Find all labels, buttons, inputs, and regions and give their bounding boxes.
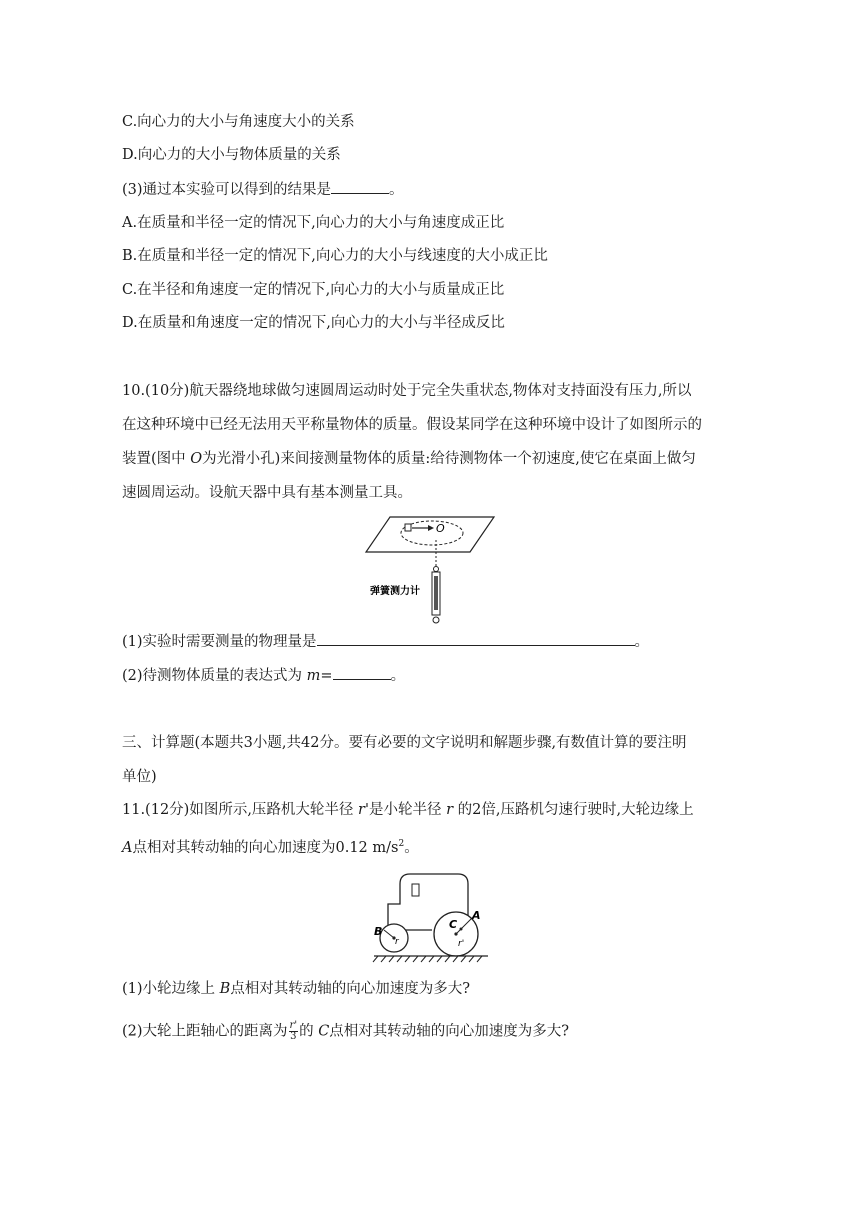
- q11-sub1: [122, 979, 470, 999]
- q11-sup-2: 2: [398, 839, 405, 849]
- q11-sub2-post: 点相对其转动轴的向心加速度为多大?: [329, 1023, 570, 1040]
- q9-sub3-option-c: C.在半径和角速度一定的情况下,向心力的大小与质量成正比: [122, 282, 505, 298]
- q10-sub2-eq: =: [320, 668, 333, 684]
- q10-line-3: [122, 449, 696, 469]
- q11-line-2-text: 点相对其转动轴的向心加速度为0.12 m/s: [132, 839, 399, 856]
- q9-sub3-option-b: B.在质量和半径一定的情况下,向心力的大小与线速度的大小成正比: [122, 248, 548, 264]
- q10-sub1-text: (1)实验时需要测量的物理量是: [122, 634, 317, 650]
- q10-sub2-period: 。: [390, 668, 406, 684]
- fraction-r-prime-over-3: [289, 1021, 299, 1042]
- q11-line-1-mid: 是小轮半径: [368, 802, 447, 818]
- q11-sub2-point-c: C: [318, 1023, 330, 1040]
- section-3-heading: 三、计算题(本题共3小题,共42分。要有必要的文字说明和解题步骤,有数值计算的要注明: [122, 735, 687, 751]
- q11-var-r: r: [446, 802, 454, 818]
- q11-line-1-pre: 11.(12分)如图所示,压路机大轮半径: [122, 802, 359, 818]
- test-object: [405, 524, 411, 531]
- q11-sub1-post: 点相对其转动轴的向心加速度为多大?: [230, 981, 471, 997]
- q10-sub2-var-m: m: [306, 668, 321, 684]
- q10-line-3-post: 为光滑小孔)来间接测量物体的质量:给待测物体一个初速度,使它在桌面上做匀: [202, 451, 696, 467]
- ground-hatching: [373, 956, 482, 962]
- label-r-small: r: [395, 937, 399, 947]
- label-b: B: [374, 925, 383, 938]
- cab-window: [412, 884, 419, 896]
- spring-scale-label: 弹簧测力计: [370, 586, 420, 597]
- q10-sub2: [122, 665, 405, 686]
- q9-sub3-option-a: A.在质量和半径一定的情况下,向心力的大小与角速度成正比: [122, 215, 505, 231]
- q10-line-1: 10.(10分)航天器绕地球做匀速圆周运动时处于完全失重状态,物体对支持面没有压力,所以: [122, 383, 692, 399]
- q11-line-2: [122, 834, 419, 858]
- scale-bottom-ring: [433, 617, 439, 623]
- q9-sub3-stem: [122, 179, 404, 200]
- table-surface: [366, 517, 494, 552]
- q10-line-2: 在这种环境中已经无法用天平称量物体的质量。假设某同学在这种环境中设计了如图所示的: [122, 417, 702, 433]
- q11-var-r-prime: r': [358, 802, 369, 818]
- q11-sub1-point-b: B: [219, 981, 231, 997]
- q11-line-1-post: 的2倍,压路机匀速行驶时,大轮边缘上: [453, 802, 694, 818]
- q11-line-1: [122, 800, 694, 820]
- q10-point-o: O: [190, 451, 203, 467]
- q11-sub2-pre: (2)大轮上距轴心的距离为: [122, 1023, 288, 1040]
- q11-point-a: A: [122, 839, 133, 856]
- answer-blank[interactable]: [333, 665, 391, 680]
- q10-sub1: [122, 631, 649, 652]
- q10-line-3-pre: 装置(图中: [122, 451, 191, 467]
- q11-sub2: [122, 1021, 569, 1042]
- fraction-denominator: 3: [290, 1031, 297, 1042]
- scale-hook: [434, 567, 439, 572]
- figure-point-o: O: [436, 522, 445, 535]
- q9-option-d: D.向心力的大小与物体质量的关系: [122, 147, 341, 163]
- spring-scale-inner: [434, 576, 438, 610]
- q10-sub2-text: (2)待测物体质量的表达式为: [122, 668, 307, 684]
- label-a: A: [472, 909, 481, 922]
- q10-line-4: 速圆周运动。设航天器中具有基本测量工具。: [122, 485, 412, 501]
- q11-line-2-end: 。: [404, 839, 419, 856]
- q11-roller-figure: [368, 872, 494, 964]
- q10-figure: [362, 507, 512, 627]
- point-c: [460, 928, 463, 931]
- q11-sub2-mid: 的: [299, 1023, 319, 1040]
- q9-sub3-period: 。: [389, 182, 404, 198]
- q11-sub1-pre: (1)小轮边缘上: [122, 981, 220, 997]
- label-c: C: [449, 918, 458, 931]
- fraction-numerator: r': [289, 1020, 298, 1031]
- answer-blank[interactable]: [331, 179, 389, 194]
- q10-sub1-period: 。: [634, 634, 650, 650]
- answer-blank[interactable]: [317, 631, 635, 646]
- q9-option-c: C.向心力的大小与角速度大小的关系: [122, 114, 355, 130]
- q9-sub3-stem-text: (3)通过本实验可以得到的结果是: [122, 182, 332, 198]
- section-3-heading-cont: 单位): [122, 769, 157, 785]
- q9-sub3-option-d: D.在质量和角速度一定的情况下,向心力的大小与半径成反比: [122, 315, 505, 331]
- label-r-large: r': [458, 939, 465, 949]
